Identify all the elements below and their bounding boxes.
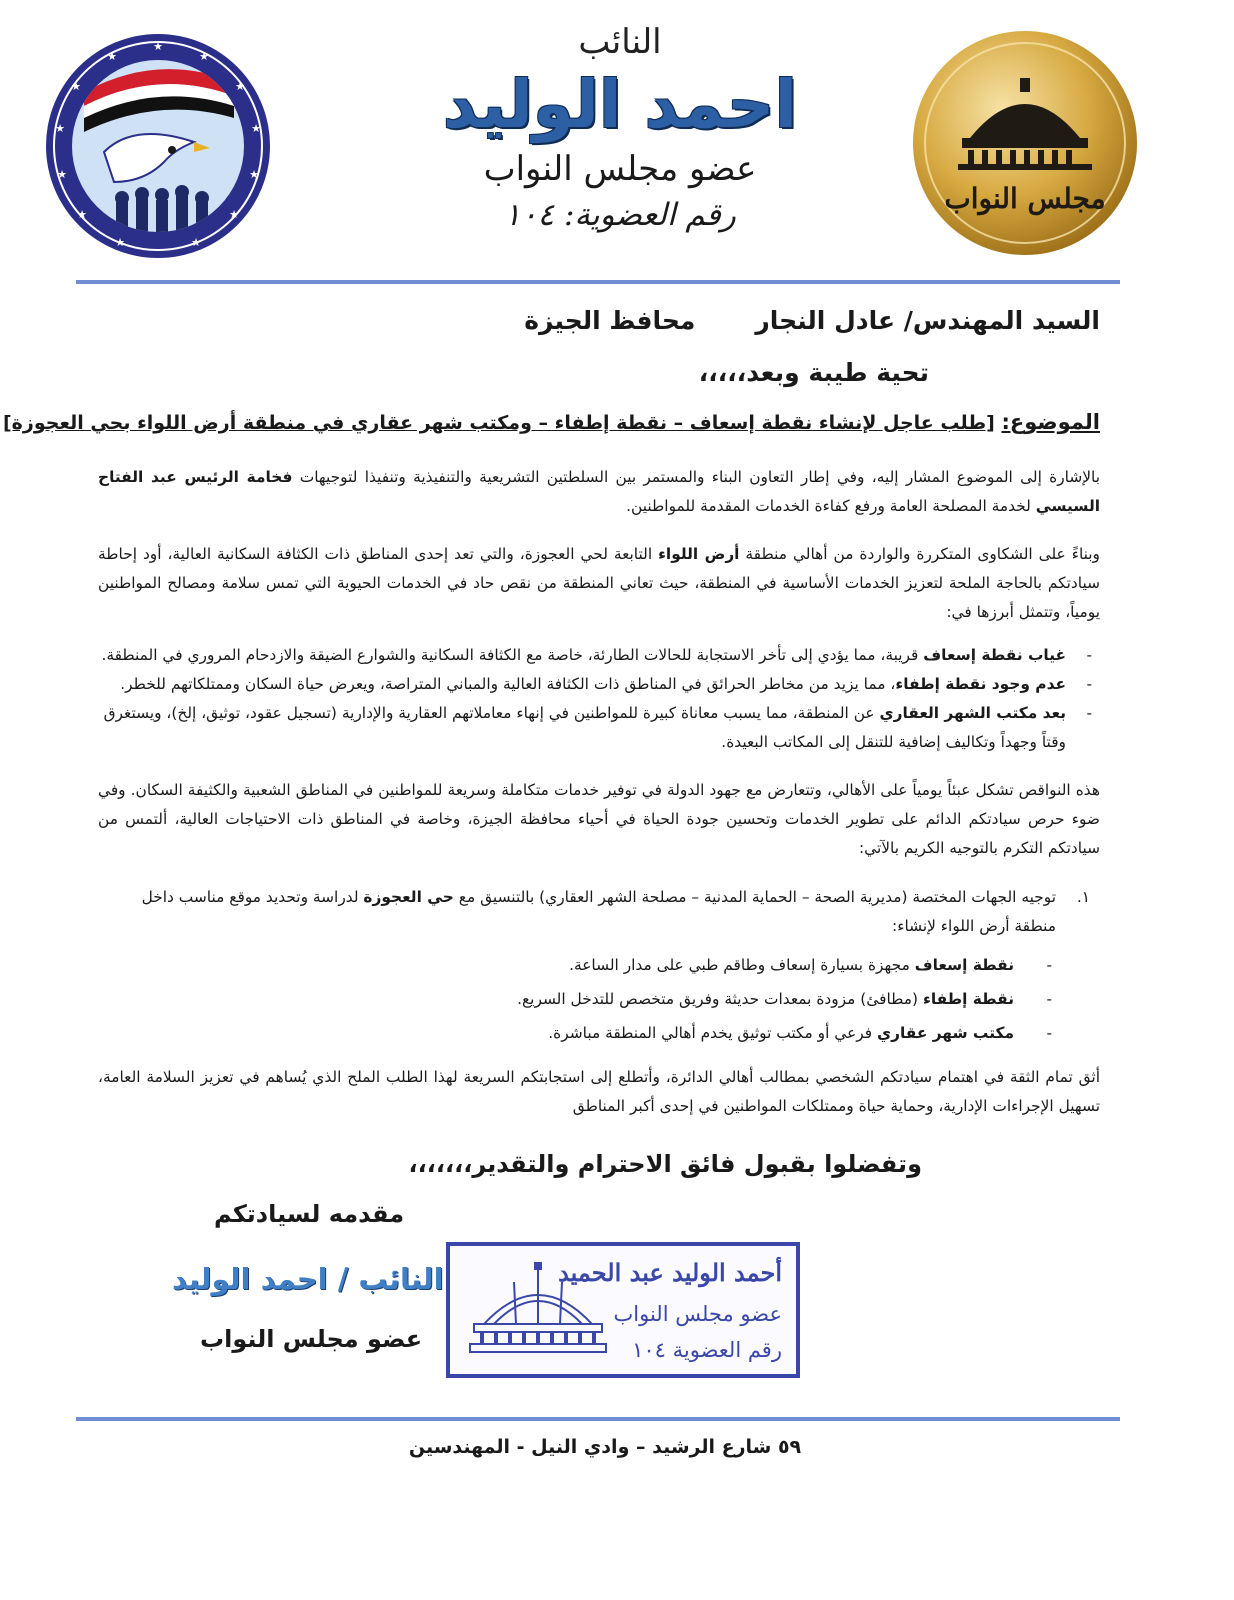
footer-divider	[76, 1417, 1120, 1421]
svg-text:★: ★	[199, 50, 209, 63]
svg-text:★: ★	[55, 122, 65, 135]
list-item-text: ، مما يزيد من مخاطر الحرائق في المناطق ذات الكثافة العالية والمباني المتراصة، ويعرض حياة السكان وممتلكاتهم للخطر.	[120, 675, 896, 693]
list-item-text: قريبة، مما يؤدي إلى تأخر الاستجابة للحالات الطارئة، خاصة مع الكثافة السكانية والشوارع الضيقة والازدحام المروري في المنطقة.	[101, 646, 924, 664]
presented-by: مقدمه لسيادتكم	[214, 1200, 405, 1228]
list-item-text: (مطافئ) مزودة بمعدات حديثة وفريق متخصص للتدخل السريع.	[517, 990, 923, 1008]
p2-area: أرض اللواء	[658, 545, 740, 563]
list-item: - غياب نقطة إسعاف قريبة، مما يؤدي إلى تأخر الاستجابة للحالات الطارئة، خاصة مع الكثافة السكانية والشوارع الضيقة والازدحام المروري في المنطقة.	[101, 646, 1092, 664]
paragraph-conclusion: أثق تمام الثقة في اهتمام سيادتكم الشخصي بمطالب أهالي الدائرة، وأتطلع إلى استجابتكم السريعة لهذا الطلب الملح الذي يُساهم في تعزيز السلامة العامة، تسهيل الإجراءات الإدارية، وحماية حياة وممتلكات المواطنين في إحدى أكبر المناطق	[98, 1068, 1100, 1115]
footer-address	[0, 1436, 1234, 1458]
svg-text:★: ★	[153, 40, 163, 53]
svg-text:★: ★	[71, 80, 81, 93]
p2-text-a: وبناءً على الشكاوى المتكررة والواردة من أهالي منطقة	[739, 545, 1100, 563]
svg-text:★: ★	[57, 168, 67, 181]
paragraph-intro	[98, 463, 1100, 521]
p2-text-c: التابعة لحي العجوزة، والتي تعد إحدى المناطق ذات الكثافة السكانية العالية، أود إحاطة سيادتكم بالحاجة الملحة لتعزيز الخدمات الأساسية في المنطقة، حيث تعاني المنطقة من نقص حاد في الخدمات الحيوية التي تمس سلامة ومصالح المواطنين يومياً، وتتمثل أبرزها في:	[98, 545, 1100, 621]
greeting: تحية طيبة وبعد،،،،،	[698, 358, 929, 387]
list-item: - عدم وجود نقطة إطفاء، مما يزيد من مخاطر الحرائق في المناطق ذات الكثافة العالية والمباني المتراصة، ويعرض حياة السكان وممتلكاتهم للخطر.	[120, 675, 1092, 693]
signer-role: عضو مجلس النواب	[200, 1325, 423, 1353]
svg-text:★: ★	[249, 168, 259, 181]
signer-name: النائب / احمد الوليد	[172, 1262, 444, 1296]
list-item-bold: مكتب شهر عقاري	[877, 1024, 1014, 1042]
list-item: - نقطة إطفاء (مطافئ) مزودة بمعدات حديثة وفريق متخصص للتدخل السريع.	[517, 990, 1052, 1008]
closing-regards: وتفضلوا بقبول فائق الاحترام والتقدير،،،،،،،	[408, 1150, 922, 1178]
title-sub: عضو مجلس النواب	[483, 149, 757, 189]
list-item-text: مجهزة بسيارة إسعاف وطاقم طبي على مدار الساعة.	[569, 956, 915, 974]
svg-text:★: ★	[235, 80, 245, 93]
subject-label: الموضوع:	[1001, 410, 1100, 434]
svg-text:★: ★	[251, 122, 261, 135]
list-item-bold: عدم وجود نقطة إطفاء	[895, 675, 1066, 693]
subject-line	[2, 410, 1100, 434]
list-item-text: عن المنطقة، مما يسبب معاناة كبيرة للمواطنين في إنهاء معاملاتهم العقارية والإدارية (تسجيل عقود، توثيق، إلخ)، ويستغرق وقتاً وجهداً وتكاليف إضافية للتنقل إلى المكاتب البعيدة.	[103, 704, 1066, 751]
paragraph-request-intro: هذه النواقص تشكل عبئاً يومياً على الأهالي، وتتعارض مع جهود الدولة في توفير خدمات متكاملة وسريعة للمواطنين في المناطق الشعبية والكثيفة السكان. وفي ضوء حرص سيادتكم الدائم على تطوير الخدمات وتحسين جودة الحياة في أحياء محافظة الجيزة، وخاصة في المناطق ذات الاحتياجات العالية، ألتمس من سيادتكم التكرم بالتوجيه الكريم بالآتي:	[98, 781, 1100, 857]
svg-text:★: ★	[115, 236, 125, 249]
official-stamp	[446, 1242, 800, 1378]
request-district: حي العجوزة	[363, 888, 454, 906]
list-item-bold: نقطة إطفاء	[922, 990, 1014, 1008]
list-item: - بعد مكتب الشهر العقاري عن المنطقة، مما يسبب معاناة كبيرة للمواطنين في إنهاء معاملاتهم العقارية والإدارية (تسجيل عقود، توثيق، إلخ)، ويستغرق وقتاً وجهداً وتكاليف إضافية للتنقل إلى المكاتب البعيدة.	[103, 704, 1092, 751]
list-item-bold: نقطة إسعاف	[914, 956, 1014, 974]
seal-text: مجلس النواب	[944, 182, 1106, 215]
list-item-text: فرعي أو مكتب توثيق يخدم أهالي المنطقة مباشرة.	[548, 1024, 878, 1042]
svg-text:★: ★	[191, 236, 201, 249]
request-item	[98, 883, 1100, 941]
eagle-emblem-logo	[44, 32, 272, 260]
list-item-bold: بعد مكتب الشهر العقاري	[879, 704, 1066, 722]
title-small: النائب	[578, 22, 662, 62]
svg-text:★: ★	[229, 208, 239, 221]
header-divider	[76, 280, 1120, 284]
parliament-seal-logo	[912, 30, 1138, 256]
problems-list	[98, 641, 1100, 757]
membership-number: رقم العضوية: ١٠٤	[504, 197, 736, 233]
parliament-dome-icon	[464, 1262, 612, 1366]
svg-text:★: ★	[107, 50, 117, 63]
p1-text-c: لخدمة المصلحة العامة ورفع كفاءة الخدمات المقدمة للمواطنين.	[626, 497, 1036, 515]
addressee-line	[524, 306, 1100, 335]
list-item: - نقطة إسعاف مجهزة بسيارة إسعاف وطاقم طبي على مدار الساعة.	[569, 956, 1052, 974]
footer-address-text: ٥٩ شارع الرشيد – وادي النيل - المهندسين	[408, 1436, 802, 1458]
title-name: احمد الوليد	[442, 66, 798, 143]
stamp-membership: رقم العضوية ١٠٤	[632, 1338, 782, 1362]
p1-text-a: بالإشارة إلى الموضوع المشار إليه، وفي إطار التعاون البناء والمستمر بين السلطتين التشريعية والتنفيذية وتنفيذا لتوجيهات	[292, 468, 1100, 486]
addressee-position: محافظ الجيزة	[524, 306, 696, 335]
svg-text:★: ★	[77, 208, 87, 221]
list-item-bold: غياب نقطة إسعاف	[923, 646, 1066, 664]
request-text-a: توجيه الجهات المختصة (مديرية الصحة – الحماية المدنية – مصلحة الشهر العقاري) بالتنسيق مع	[453, 888, 1056, 906]
stamp-name: أحمد الوليد عبد الحميد	[558, 1258, 782, 1287]
request-number: ١.	[1076, 888, 1090, 906]
addressee-name: السيد المهندس/ عادل النجار	[755, 306, 1100, 335]
header-title-block	[360, 20, 880, 238]
stamp-role: عضو مجلس النواب	[613, 1302, 782, 1326]
list-item: - مكتب شهر عقاري فرعي أو مكتب توثيق يخدم أهالي المنطقة مباشرة.	[548, 1024, 1052, 1042]
p1-president: فخامة الرئيس عبد الفتاح السيسي	[98, 468, 1100, 515]
requested-facilities-list	[140, 948, 1058, 1050]
paragraph-complaints	[98, 540, 1100, 627]
subject-text: [طلب عاجل لإنشاء نقطة إسعاف – نقطة إطفاء – ومكتب شهر عقاري في منطقة أرض اللواء بحي العجوزة]	[2, 412, 995, 434]
request-text-c: لدراسة وتحديد موقع مناسب داخل منطقة أرض اللواء لإنشاء:	[141, 888, 1056, 935]
